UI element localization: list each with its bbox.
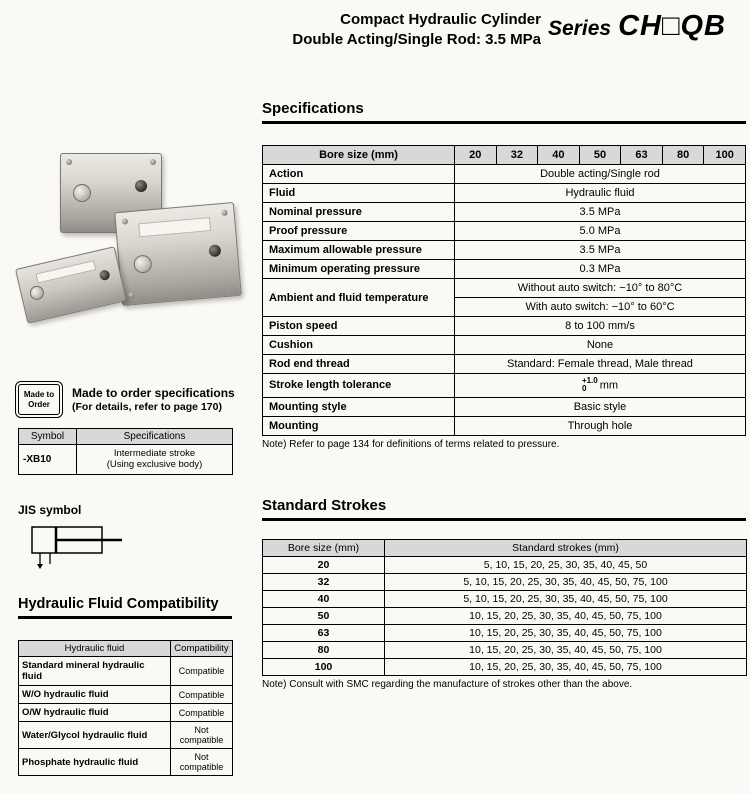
screw-icon — [221, 210, 228, 217]
spec-value: Through hole — [455, 416, 746, 435]
standard-strokes-section — [262, 497, 746, 690]
spec-value-temp-with: With auto switch: −10° to 60°C — [455, 298, 746, 317]
spec-value: 5.0 MPa — [455, 222, 746, 241]
table-row — [263, 222, 746, 241]
stroke-bore: 40 — [263, 591, 385, 608]
specifications-heading: Specifications — [262, 100, 746, 124]
product-photo-cylinder-2 — [114, 202, 242, 306]
bore-value: 50 — [579, 146, 621, 165]
mto-col-spec: Specifications — [77, 429, 233, 445]
spec-label: Nominal pressure — [263, 203, 455, 222]
table-row — [263, 203, 746, 222]
badge-line1: Made to — [23, 390, 55, 400]
table-row — [263, 397, 746, 416]
table-row — [19, 445, 233, 475]
fluid-name: Standard mineral hydraulic fluid — [19, 657, 171, 686]
badge-line2: Order — [28, 399, 50, 409]
tolerance-sup: +1.0 — [581, 376, 598, 385]
spec-label: Proof pressure — [263, 222, 455, 241]
standard-strokes-heading: Standard Strokes — [262, 497, 746, 521]
page-title-line1: Compact Hydraulic Cylinder — [340, 11, 541, 28]
series-code: CH□QB — [618, 10, 726, 42]
spec-label-tolerance: Stroke length tolerance — [263, 374, 455, 398]
spec-value: Basic style — [455, 397, 746, 416]
series-word: Series — [548, 17, 612, 40]
standard-strokes-table — [262, 539, 747, 676]
table-row — [263, 642, 747, 659]
fluid-col-header: Hydraulic fluid — [19, 641, 171, 657]
spec-value: 0.3 MPa — [455, 260, 746, 279]
stroke-values: 10, 15, 20, 25, 30, 35, 40, 45, 50, 75, 100 — [385, 659, 747, 676]
spec-value: 3.5 MPa — [455, 203, 746, 222]
made-to-order-table — [18, 428, 233, 475]
table-row — [19, 722, 233, 749]
fluid-compat: Compatible — [171, 686, 233, 704]
label-sticker — [36, 260, 97, 283]
table-row — [263, 557, 747, 574]
table-row — [263, 608, 747, 625]
stroke-bore: 80 — [263, 642, 385, 659]
stroke-values: 5, 10, 15, 20, 25, 30, 35, 40, 45, 50, 75, 100 — [385, 591, 747, 608]
fluid-compat: Not compatible — [171, 722, 233, 749]
rod-end-icon — [73, 184, 91, 202]
spec-label-temperature: Ambient and fluid temperature — [263, 279, 455, 317]
made-to-order-badge — [18, 384, 60, 415]
fluid-name: W/O hydraulic fluid — [19, 686, 171, 704]
stroke-bore: 20 — [263, 557, 385, 574]
spec-label: Piston speed — [263, 317, 455, 336]
fluid-compatibility-table — [18, 640, 233, 776]
table-row — [263, 574, 747, 591]
standard-strokes-note: Note) Consult with SMC regarding the manufacture of strokes other than the above. — [262, 679, 633, 690]
spec-value-temp-without: Without auto switch: −10° to 80°C — [455, 279, 746, 298]
port-icon — [135, 180, 147, 192]
stroke-values: 10, 15, 20, 25, 30, 35, 40, 45, 50, 75, 100 — [385, 642, 747, 659]
rod-end-icon — [29, 284, 46, 301]
table-row — [19, 686, 233, 704]
table-row — [263, 317, 746, 336]
spec-value: Hydraulic fluid — [455, 184, 746, 203]
table-row — [263, 625, 747, 642]
fluid-name: Phosphate hydraulic fluid — [19, 749, 171, 776]
page-title-line2: Double Acting/Single Rod: 3.5 MPa — [292, 30, 541, 48]
bore-value: 32 — [496, 146, 538, 165]
tolerance-stack — [582, 377, 598, 394]
spec-label: Action — [263, 165, 455, 184]
fluid-name: O/W hydraulic fluid — [19, 704, 171, 722]
specifications-section — [262, 100, 746, 450]
strokes-col-bore: Bore size (mm) — [263, 540, 385, 557]
tolerance-unit: mm — [599, 379, 619, 392]
stroke-values: 5, 10, 15, 20, 25, 30, 35, 40, 45, 50 — [385, 557, 747, 574]
strokes-col-values: Standard strokes (mm) — [385, 540, 747, 557]
bore-value: 20 — [455, 146, 497, 165]
table-row — [263, 184, 746, 203]
rod-end-icon — [133, 254, 153, 274]
mto-symbol: -XB10 — [19, 445, 77, 475]
port-icon — [99, 269, 111, 281]
product-photo-cylinder-3 — [15, 246, 127, 324]
mto-spec-line1: Intermediate stroke — [113, 448, 196, 459]
table-row — [19, 704, 233, 722]
table-row — [263, 416, 746, 435]
fluid-name: Water/Glycol hydraulic fluid — [19, 722, 171, 749]
stroke-bore: 50 — [263, 608, 385, 625]
mto-spec — [77, 445, 233, 475]
spec-label: Rod end thread — [263, 355, 455, 374]
spec-value: 3.5 MPa — [455, 241, 746, 260]
jis-symbol-drawing — [26, 522, 126, 570]
series-title — [548, 10, 726, 43]
label-sticker — [138, 217, 211, 237]
screw-icon — [128, 292, 135, 299]
spec-label: Fluid — [263, 184, 455, 203]
table-row — [263, 241, 746, 260]
fluid-compat: Compatible — [171, 657, 233, 686]
stroke-values: 5, 10, 15, 20, 25, 30, 35, 40, 45, 50, 75, 100 — [385, 574, 747, 591]
stroke-values: 10, 15, 20, 25, 30, 35, 40, 45, 50, 75, 100 — [385, 625, 747, 642]
mto-col-symbol: Symbol — [19, 429, 77, 445]
spec-label: Minimum operating pressure — [263, 260, 455, 279]
table-row — [263, 355, 746, 374]
spec-value: Double acting/Single rod — [455, 165, 746, 184]
table-row — [263, 260, 746, 279]
table-row — [263, 336, 746, 355]
table-row — [19, 749, 233, 776]
screw-icon — [66, 159, 72, 165]
table-row — [263, 374, 746, 398]
fluid-compatibility-heading: Hydraulic Fluid Compatibility — [18, 596, 232, 619]
specifications-note: Note) Refer to page 134 for definitions of terms related to pressure. — [262, 438, 560, 450]
bore-value: 40 — [538, 146, 580, 165]
screw-icon — [150, 159, 156, 165]
table-row — [263, 279, 746, 298]
specifications-table — [262, 145, 746, 436]
made-to-order-subheading: (For details, refer to page 170) — [72, 401, 222, 413]
table-row — [263, 165, 746, 184]
port-icon — [208, 244, 221, 257]
spec-label: Cushion — [263, 336, 455, 355]
spec-label: Maximum allowable pressure — [263, 241, 455, 260]
table-row — [263, 659, 747, 676]
table-row — [263, 591, 747, 608]
stroke-values: 10, 15, 20, 25, 30, 35, 40, 45, 50, 75, 100 — [385, 608, 747, 625]
made-to-order-text — [72, 386, 252, 413]
spec-label: Mounting style — [263, 397, 455, 416]
stroke-bore: 32 — [263, 574, 385, 591]
made-to-order-heading: Made to order specifications — [72, 386, 235, 400]
spec-value: Standard: Female thread, Male thread — [455, 355, 746, 374]
spec-value-tolerance — [455, 374, 746, 398]
fluid-compat: Compatible — [171, 704, 233, 722]
page-title — [285, 10, 541, 49]
compat-col-header: Compatibility — [171, 641, 233, 657]
product-photos — [15, 145, 255, 340]
spec-value: None — [455, 336, 746, 355]
bore-value: 100 — [704, 146, 746, 165]
screw-icon — [122, 218, 129, 225]
jis-symbol-label: JIS symbol — [18, 503, 82, 517]
spec-value: 8 to 100 mm/s — [455, 317, 746, 336]
table-row — [19, 657, 233, 686]
bore-value: 63 — [621, 146, 663, 165]
bore-size-header: Bore size (mm) — [263, 146, 455, 165]
tolerance-sub: 0 — [581, 384, 587, 394]
stroke-bore: 63 — [263, 625, 385, 642]
stroke-bore: 100 — [263, 659, 385, 676]
fluid-compat: Not compatible — [171, 749, 233, 776]
spec-label: Mounting — [263, 416, 455, 435]
bore-value: 80 — [662, 146, 704, 165]
mto-spec-line2: (Using exclusive body) — [106, 459, 203, 471]
